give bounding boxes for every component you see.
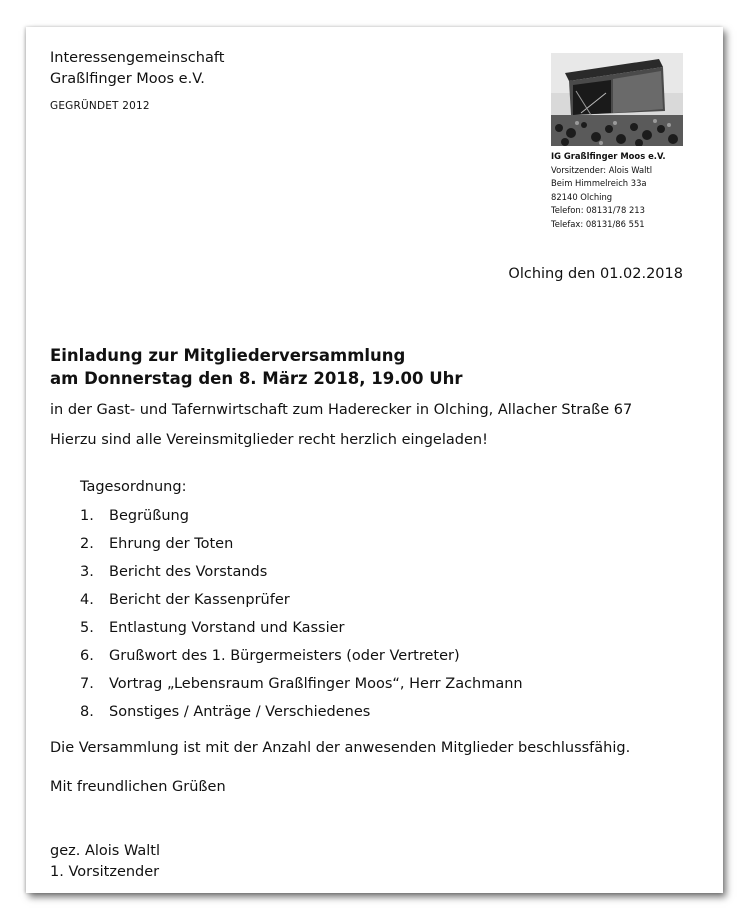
- title-line2: am Donnerstag den 8. März 2018, 19.00 Uhr: [50, 369, 463, 388]
- agenda-item: [80, 507, 523, 535]
- agenda-item-text: Bericht der Kassenprüfer: [109, 592, 290, 608]
- greeting-text: Mit freundlichen Grüßen: [50, 779, 226, 795]
- address-name: IG Graßlfinger Moos e.V.: [551, 151, 666, 161]
- invitation-title: [50, 344, 463, 390]
- agenda-item-text: Sonstiges / Anträge / Verschiedenes: [109, 704, 371, 720]
- agenda-item: [80, 535, 523, 563]
- agenda-item: [80, 647, 523, 675]
- address-chair: Vorsitzender: Alois Waltl: [551, 164, 653, 175]
- agenda-item-text: Grußwort des 1. Bürgermeisters (oder Vertreter): [109, 648, 460, 664]
- agenda-item: [80, 591, 523, 619]
- agenda-item-number: 8.: [80, 704, 94, 720]
- sender-address: [551, 150, 666, 231]
- agenda-item-text: Vortrag „Lebensraum Graßlfinger Moos“, Herr Zachmann: [109, 676, 523, 692]
- signature-role: 1. Vorsitzender: [50, 864, 160, 880]
- invite-text: Hierzu sind alle Vereinsmitglieder recht herzlich eingeladen!: [50, 432, 488, 448]
- org-header: [50, 48, 224, 117]
- agenda-item-number: 3.: [80, 564, 94, 580]
- location-text: in der Gast- und Tafernwirtschaft zum Haderecker in Olching, Allacher Straße 67: [50, 402, 633, 418]
- agenda-item-number: 2.: [80, 536, 94, 552]
- org-founded: GEGRÜNDET 2012: [50, 100, 150, 112]
- address-street: Beim Himmelreich 33a: [551, 178, 647, 188]
- org-name-line1: Interessengemeinschaft: [50, 50, 225, 66]
- quorum-text: Die Versammlung ist mit der Anzahl der anwesenden Mitglieder beschlussfähig.: [50, 740, 631, 756]
- agenda-item-number: 4.: [80, 592, 94, 608]
- title-line1: Einladung zur Mitgliederversammlung: [50, 346, 406, 365]
- agenda-item-number: 1.: [80, 508, 94, 524]
- agenda-item-text: Ehrung der Toten: [109, 536, 234, 552]
- agenda-item-text: Begrüßung: [109, 508, 189, 524]
- agenda-item: [80, 619, 523, 647]
- agenda-item: [80, 675, 523, 703]
- letter-page: [26, 27, 723, 893]
- agenda-item-number: 7.: [80, 676, 94, 692]
- agenda-list: [80, 507, 523, 731]
- signature-name: gez. Alois Waltl: [50, 843, 161, 859]
- agenda-item: [80, 563, 523, 591]
- agenda-item-number: 5.: [80, 620, 94, 636]
- agenda-heading: Tagesordnung:: [80, 479, 187, 495]
- signature-block: [50, 841, 160, 883]
- barn-photo-image: [551, 53, 683, 146]
- agenda-item-number: 6.: [80, 648, 94, 664]
- letter-date: Olching den 01.02.2018: [508, 266, 683, 282]
- agenda-item: [80, 703, 523, 731]
- address-fax: Telefax: 08131/86 551: [551, 218, 645, 229]
- address-city: 82140 Olching: [551, 191, 613, 202]
- barn-photo: [551, 53, 683, 146]
- org-name-line2: Graßlfinger Moos e.V.: [50, 71, 205, 87]
- address-phone: Telefon: 08131/78 213: [551, 205, 645, 215]
- agenda-item-text: Entlastung Vorstand und Kassier: [109, 620, 345, 636]
- agenda-item-text: Bericht des Vorstands: [109, 564, 268, 580]
